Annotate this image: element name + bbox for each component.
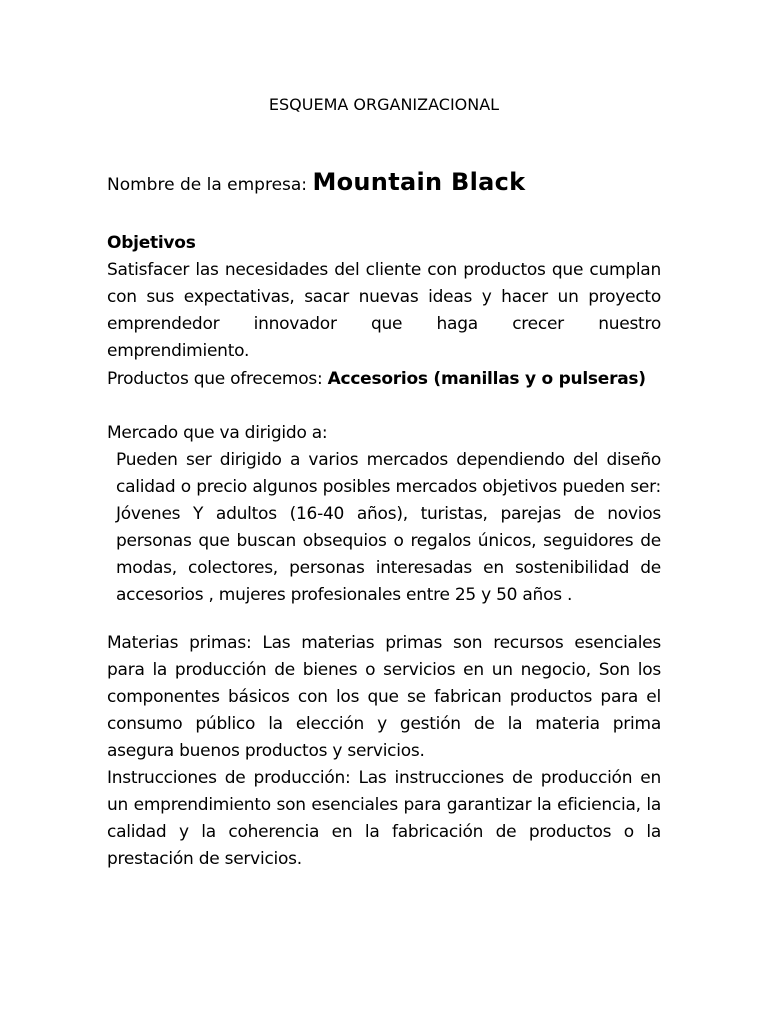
document-page [107,0,661,1024]
market-section [107,420,661,609]
products-section [107,366,661,393]
objectives-text: Satisfacer las necesidades del cliente con productos que cumplan con sus expectativas, sacar nuevas ideas y hacer un proyecto emprendedor innovador que haga crecer nuestro emprendimiento. [107,260,661,361]
market-label: Mercado que va dirigido a: [107,423,328,443]
products-value: Accesorios (manillas y o pulseras) [327,369,646,389]
company-name: Mountain Black [312,168,526,196]
raw-materials-text: Materias primas: Las materias primas son recursos esenciales para la producción de bienes o servicios en un negocio, Son los componentes básicos con los que se fabrican productos para el consumo público la elección y gestión de la materia prima asegura buenos productos y servicios. [107,633,661,761]
company-line [107,166,661,201]
raw-materials-section [107,630,661,873]
market-text: Pueden ser dirigido a varios mercados dependiendo del diseño calidad o precio algunos posibles mercados objetivos pueden ser: Jóvenes Y adultos (16-40 años), turistas, parejas de novios personas que buscan obsequios o regalos únicos, seguidores de modas, colectores, personas interesadas en sostenibilidad de accesorios , mujeres profesionales entre 25 y 50 años . [116,450,661,605]
document-title: ESQUEMA ORGANIZACIONAL [268,95,500,114]
production-text: Instrucciones de producción: Las instrucciones de producción en un emprendimiento son esenciales para garantizar la eficiencia, la calidad y la coherencia en la fabricación de productos o la prestación de servicios. [107,768,661,869]
products-line [107,366,661,393]
objectives-section [107,230,661,365]
products-label: Productos que ofrecemos: [107,369,323,389]
objectives-heading: Objetivos [107,233,196,253]
company-label: Nombre de la empresa: [107,175,308,195]
